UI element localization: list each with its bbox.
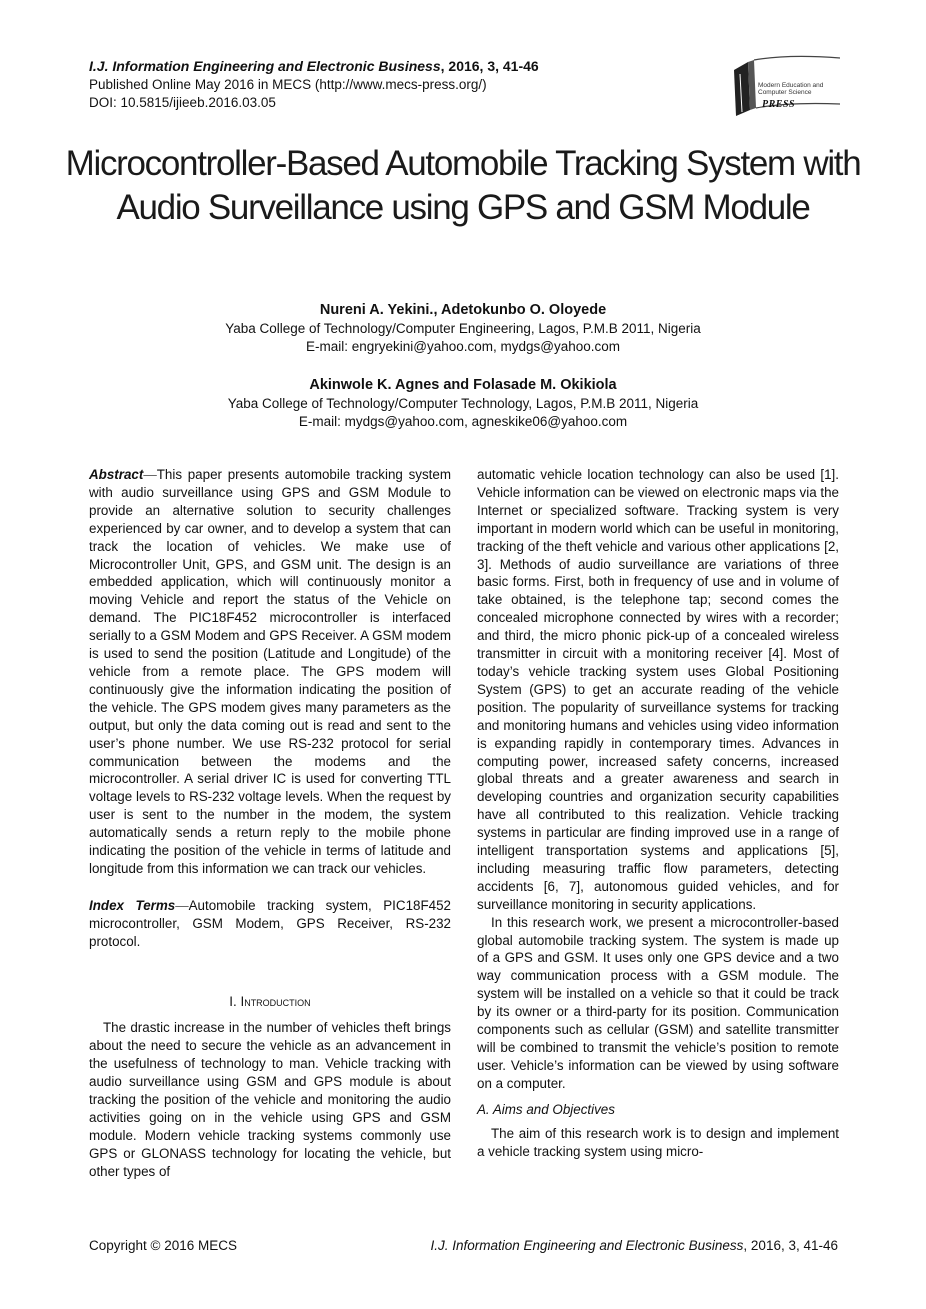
left-column — [89, 466, 451, 1181]
logo-text: Modern Education and Computer Science — [758, 82, 824, 96]
abstract-dash: — — [143, 467, 157, 482]
paper-title: Microcontroller-Based Automobile Tracking System with Audio Surveillance using GPS and GSM Module — [65, 144, 861, 227]
abstract — [89, 466, 451, 878]
author-email-1: E-mail: engryekini@yahoo.com, mydgs@yahoo.com — [305, 339, 621, 354]
right-column — [477, 466, 839, 1160]
logo-press: PRESS — [762, 99, 796, 110]
author-email-2: E-mail: mydgs@yahoo.com, agneskike06@yahoo.com — [298, 414, 628, 429]
index-terms — [89, 897, 451, 951]
index-terms-label: Index Terms — [89, 897, 176, 913]
intro-paragraph-right: automatic vehicle location technology can also be used [1]. Vehicle information can be viewed on electronic maps via the Internet or specialized software. Tracking system is very important in modern world which can be useful in monitoring, tracking of the theft vehicle and various other applications [2, 3]. Methods of audio surveillance are variations of three basic forms. First, both in frequency of use and in volume of take obtained, is the telephone tap; second comes the concealed microphone connected by wires with a recorder; and third, the micro phonic pick-up of a concealed wireless transmitter in circuit with a monitoring receiver [4]. Most of today’s vehicle tracking system uses Global Positioning System (GPS) to get an accurate reading of the vehicle position. The popularity of surveillance systems for tracking and monitoring humans and vehicles using video information is expanding rapidly in contemporary times. Advances in computing power, increased safety concerns, increased global threats and a greater awareness and search in developing countries and organization security capabilities have all contributed to this realization. Vehicle tracking systems in particular are finding improved use in a range of intelligent transportation systems and applications [5], including measuring traffic flow parameters, detecting accidents [6, 7], autonomous guided vehicles, and for surveillance monitoring in security applications. — [477, 467, 839, 912]
author-affiliation-2: Yaba College of Technology/Computer Technology, Lagos, P.M.B 2011, Nigeria — [227, 396, 699, 411]
author-names-2: Akinwole K. Agnes and Folasade M. Okikiola — [309, 377, 617, 393]
section-number: I. — [229, 993, 241, 1009]
section-heading-introduction — [89, 993, 451, 1011]
doi-line: DOI: 10.5815/ijieeb.2016.03.05 — [89, 95, 276, 110]
footer-journal — [431, 1238, 839, 1253]
journal-volume: , 2016, 3, 41-46 — [440, 58, 539, 74]
journal-name: I.J. Information Engineering and Electronic Business — [89, 58, 441, 74]
section-title: Introduction — [240, 993, 311, 1009]
published-line: Published Online May 2016 in MECS (http://www.mecs-press.org/) — [89, 77, 487, 92]
journal-header — [89, 58, 539, 74]
footer-journal-name: I.J. Information Engineering and Electronic Business — [430, 1238, 744, 1253]
abstract-label: Abstract — [89, 467, 144, 482]
intro-paragraph-left: The drastic increase in the number of vehicles theft brings about the need to secure the vehicle as an advancement in the usefulness of technology to man. Vehicle tracking with audio surveillance using GSM and GPS module is about tracking the position of the vehicle and monitoring the audio activities going on in the vehicle using GPS and GSM module. Modern vehicle tracking systems commonly use GPS or GLONASS technology for locating the vehicle, but other types of — [89, 1020, 451, 1179]
aims-paragraph: The aim of this research work is to design and implement a vehicle tracking system using micro- — [477, 1125, 839, 1159]
intro-paragraph-2: In this research work, we present a microcontroller-based global automobile tracking system. The system is made up of a GPS and GSM. It uses only one GPS device and a two way communication process with a GSM module. The system will be installed on a vehicle so that it could be track by its owner or a third-party for its position. Communication components such as cellular (GSM) and satellite transmitter will be combined to transmit the vehicle’s position to remote user. Vehicle’s information can be viewed by using software on a computer. — [477, 914, 839, 1091]
author-affiliation-1: Yaba College of Technology/Computer Engineering, Lagos, P.M.B 2011, Nigeria — [225, 321, 701, 336]
index-terms-dash: — — [175, 897, 189, 913]
footer-copyright: Copyright © 2016 MECS — [89, 1238, 238, 1253]
author-names-1: Nureni A. Yekini., Adetokunbo O. Oloyede — [319, 302, 607, 318]
index-terms-text: Automobile tracking system, PIC18F452 microcontroller, GSM Modem, GPS Receiver, RS-232 protocol. — [89, 897, 451, 949]
subsection-heading-aims: A. Aims and Objectives — [477, 1101, 615, 1117]
footer-volume: , 2016, 3, 41-46 — [743, 1238, 838, 1253]
abstract-text: This paper presents automobile tracking system with audio surveillance using GPS and GSM Module to provide an alternative solution to security challenges experienced by car owner, and to develop a system that can track the location of vehicles. We make use of Microcontroller Unit, GPS, and GSM unit. The design is an embedded application, which will continuously monitor a moving Vehicle and report the status of the Vehicle on demand. The PIC18F452 microcontroller is interfaced serially to a GSM Modem and GPS Receiver. A GSM modem is used to send the position (Latitude and Longitude) of the vehicle from a remote place. The GPS modem will continuously give the information indicating the position of the vehicle. The GPS modem gives many parameters as the output, but only the data coming out is read and sent to the user’s phone number. We use RS-232 protocol for serial communication between the modems and the microcontroller. A serial driver IC is used for converting TTL voltage levels to RS-232 voltage levels. When the request by user is sent to the number in the modem, the system automatically sends a return reply to the mobile phone indicating the position of the vehicle in terms of latitude and longitude from this information we can track our vehicles. — [89, 467, 451, 876]
